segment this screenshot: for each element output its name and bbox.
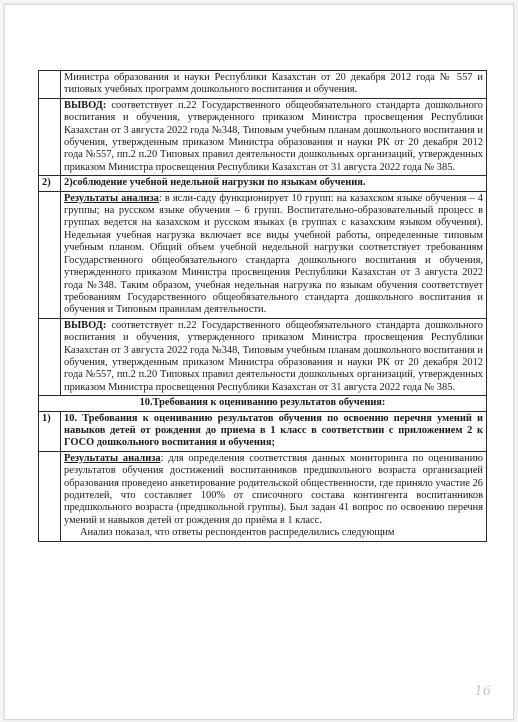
table-row xyxy=(39,191,487,318)
row-number-cell: 2) xyxy=(39,176,61,191)
row-number-cell xyxy=(39,451,61,541)
conclusion-label: ВЫВОД: xyxy=(64,99,107,111)
table-row xyxy=(39,396,487,411)
conclusion-label: ВЫВОД: xyxy=(64,319,107,331)
analysis-text: : для определения соответствия данных мониторинга по оцениванию результатов обучения достижений воспитанников предшкольного возраста организацией образования проведено анкетирование родительской общественности, где приняло участие 26 родителей, что составляет 100% от списочного состава контингента воспитанников предшкольного возраста (предшкольной группы). Был задан 41 вопрос по освоению перечня умений и навыков детей от рождения до приёма в 1 класс. xyxy=(64,452,483,526)
document-page xyxy=(4,4,514,720)
analysis-cell xyxy=(61,451,487,541)
analysis-continuation: Анализ показал, что ответы респондентов распределились следующим xyxy=(80,527,395,539)
row-number-cell xyxy=(39,318,61,395)
conclusion-cell xyxy=(61,98,487,175)
analysis-cell xyxy=(61,191,487,318)
table-row xyxy=(39,318,487,395)
page-number: 16 xyxy=(474,684,491,699)
row-number-cell: 1) xyxy=(39,411,61,451)
table-row xyxy=(39,411,487,451)
analysis-label: Результаты анализа xyxy=(64,192,159,204)
report-table xyxy=(38,70,487,542)
row-number-cell xyxy=(39,191,61,318)
row-number-cell xyxy=(39,98,61,175)
paragraph-text: Министра образования и науки Республики Казахстан от 20 декабря 2012 года № 557 и типовых учебных программ дошкольного воспитания и обучения. xyxy=(64,72,483,96)
criterion-title-cell: 10. Требования к оцениванию результатов обучения по освоению перечня умений и навыков детей от рождения до приема в 1 класс в соответствии с приложением 2 к ГОСО дошкольного воспитания и обучения; xyxy=(61,411,487,451)
section-heading: 10.Требования к оцениванию результатов обучения: xyxy=(39,396,487,411)
table-row xyxy=(39,71,487,99)
criterion-title-cell: 2)соблюдение учебной недельной нагрузки по языкам обучения. xyxy=(61,176,487,191)
table-row xyxy=(39,176,487,191)
conclusion-text: соответствует п.22 Государственного общеобязательного стандарта дошкольного воспитания и обучения, утвержденного приказом Министра просвещения Республики Казахстан от 3 августа 2022 года №348, Типовым учебным планам дошкольного воспитания и обучения, утвержденным приказом Министра образования и науки РК от 20 декабря 2012 года №557, пп.2 п.20 Типовых правил деятельности дошкольных организаций, утвержденных приказом Министра просвещения Республики Казахстан от 31 августа 2022 года № 385. xyxy=(64,319,483,393)
analysis-label: Результаты анализа xyxy=(64,452,161,464)
row-number-cell xyxy=(39,71,61,99)
conclusion-cell xyxy=(61,318,487,395)
table-row xyxy=(39,98,487,175)
conclusion-text: соответствует п.22 Государственного общеобязательного стандарта дошкольного воспитания и обучения, утвержденного приказом Министра просвещения Республики Казахстан от 3 августа 2022 года №348, Типовым учебным планам дошкольного воспитания и обучения, утвержденным приказом Министра образования и науки РК от 20 декабря 2012 года №557, пп.2 п.20 Типовых правил деятельности дошкольных организаций, утвержденных приказом Министра просвещения Республики Казахстан от 31 августа 2022 года № 385. xyxy=(64,99,483,173)
analysis-text: : в ясли-саду функционирует 10 групп: на казахском языке обучения – 4 группы; на русском языке обучения – 6 групп. Воспитательно-образовательный процесс в группах ведется на казахском и русском языках (в группах с казахским языком обучения). Недельная учебная нагрузка включает все виды учебной работы, определенные типовым учебным планом. Общий объем учебной недельной нагрузки соответствует требованиям Государственного общеобязательного стандарта дошкольного воспитания и обучения, утвержденного приказом Министра просвещения Республики Казахстан от 3 августа 2022 года №348. Таким образом, учебная недельная нагрузка по языкам обучения соответствует требованиям Государственного общеобязательного стандарта дошкольного воспитания и обучения и Типовым правилам деятельности. xyxy=(64,192,483,316)
table-row xyxy=(39,451,487,541)
text-cell xyxy=(61,71,487,99)
